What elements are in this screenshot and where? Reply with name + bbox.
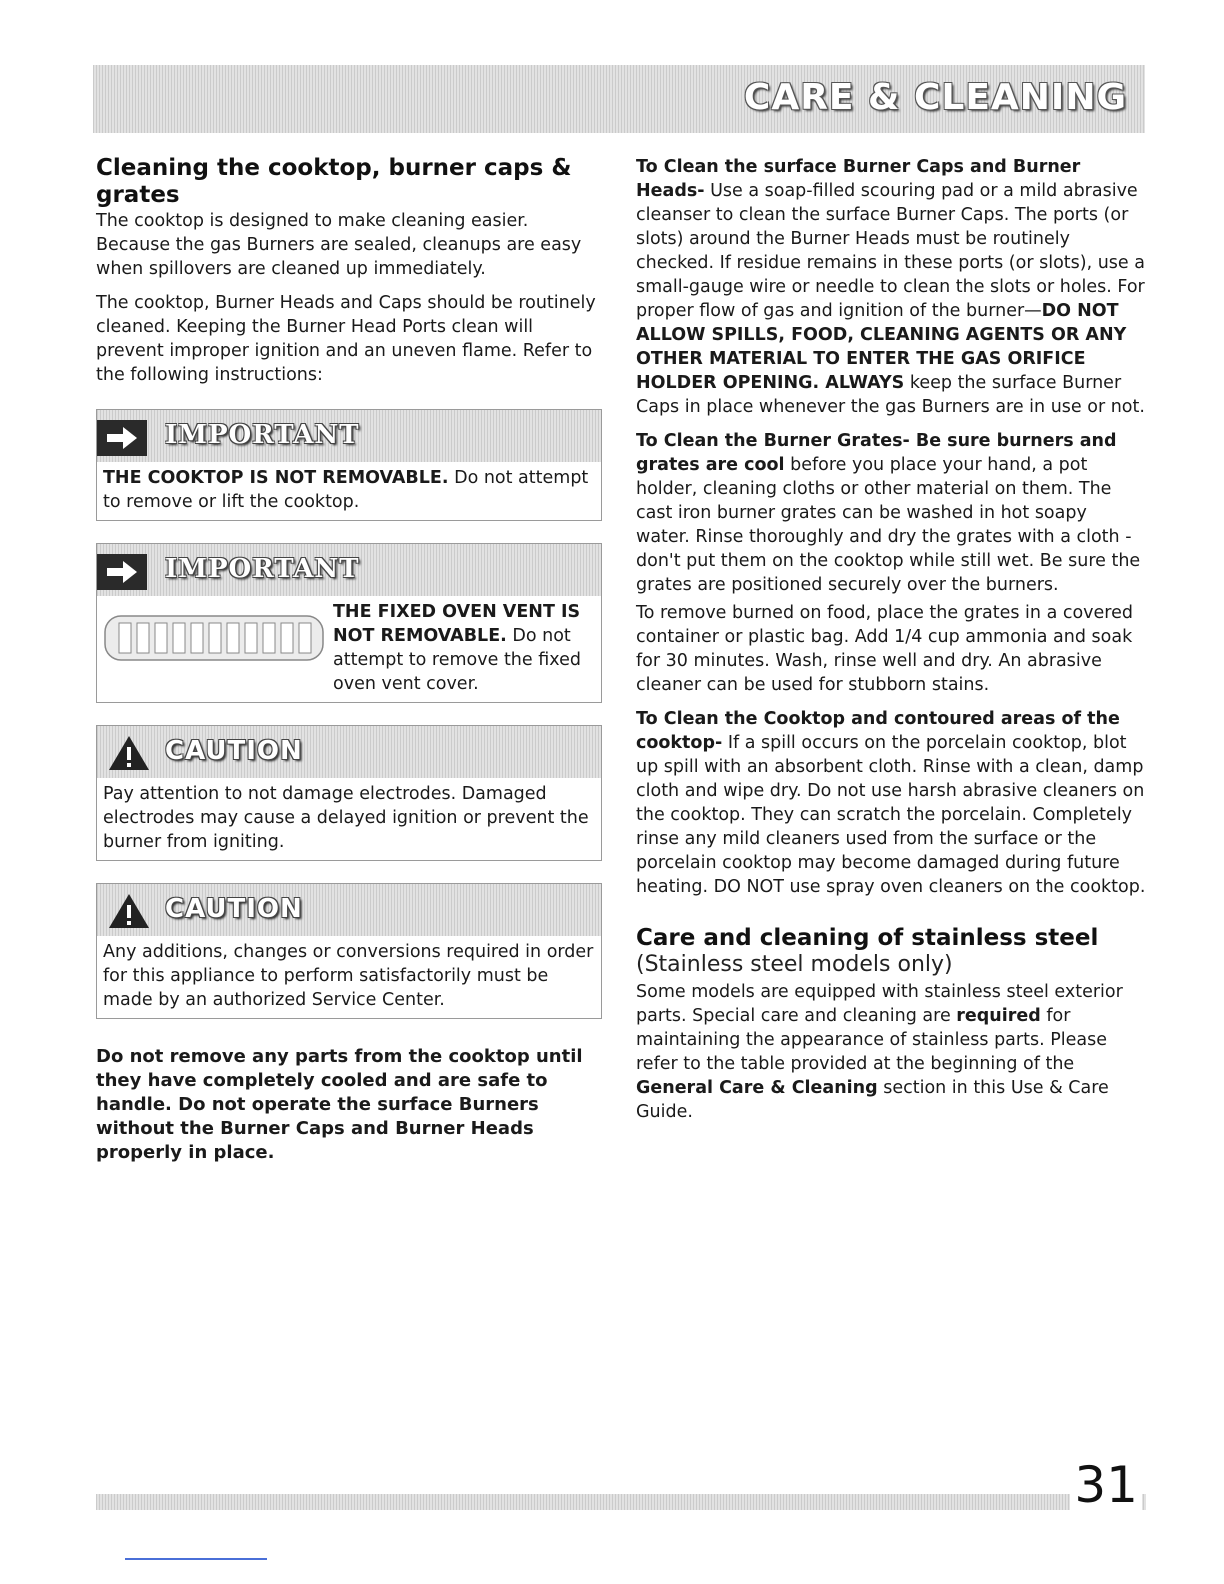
burner-caps-lead: To Clean the surface Burner Caps and Burner Heads- [636,157,1081,201]
routine-paragraph: The cooktop, Burner Heads and Caps should be routinely cleaned. Keeping the Burner Head Ports clean will prevent improper ignition and an uneven flame. Refer to the following instructions: [96,293,596,385]
cooktop-paragraph [636,707,1146,899]
burner-caps-text-end: keep the surface Burner Caps in place whenever the gas Burners are in use or not. [636,373,1145,417]
cooktop-heading: Cleaning the cooktop, burner caps & grates [96,155,572,208]
important-title: IMPORTANT [165,554,360,584]
intro-paragraph: The cooktop is designed to make cleaning easier. Because the gas Burners are sealed, cleanups are easy when spillovers are cleaned up immediately. [96,211,582,279]
important-title: IMPORTANT [165,420,360,450]
stainless-text: for maintaining the appearance of stainless parts. Please refer to the table provided at the beginning of the [636,1006,1107,1074]
important-notice-vent [96,543,602,703]
header-bar [93,65,1145,133]
stainless-text: section in this Use & Care Guide. [636,1078,1109,1122]
caution-title: CAUTION [165,736,303,766]
stainless-paragraph [636,980,1146,1124]
caution-text: Pay attention to not damage electrodes. Damaged electrodes may cause a delayed ignition or prevent the burner from igniting. [103,784,589,852]
caution-text: Any additions, changes or conversions required in order for this appliance to perform satisfactorily must be made by an authorized Service Center. [103,942,594,1010]
important-bold: THE FIXED OVEN VENT IS NOT REMOVABLE. [333,602,581,646]
important-notice-cooktop [96,409,602,521]
cooktop-text: If a spill occurs on the porcelain cooktop, blot up spill with an absorbent cloth. Rinse with a clean, damp cloth and wipe dry. Do not use harsh abrasive cleaners on the cooktop. They can scratch the porcelain. Completely rinse any mild cleaners used from the surface or the porcelain cooktop may become damaged during future heating. DO NOT use spray oven cleaners on the cooktop. [636,733,1146,897]
section-title: CARE & CLEANING [743,77,1127,118]
stainless-section-ref: General Care & Cleaning [636,1078,878,1098]
grates-lead: To Clean the Burner Grates- Be sure burners and grates are cool [636,431,1117,475]
caution-notice-service [96,883,602,1019]
important-bold: THE COOKTOP IS NOT REMOVABLE. [103,468,449,488]
right-column [636,155,1146,1124]
burned-food-paragraph: To remove burned on food, place the grates in a covered container or plastic bag. Add 1/4 cup ammonia and soak for 30 minutes. Wash, rinse well and dry. An abrasive cleaner can be used for stubborn stains. [636,603,1133,695]
stainless-text: Some models are equipped with stainless steel exterior parts. Special care and cleaning are [636,982,1123,1026]
left-column [96,155,602,1165]
arrow-icon [97,420,147,456]
oven-vent-illustration [97,596,327,686]
burner-caps-paragraph [636,155,1146,419]
caution-notice-electrodes [96,725,602,861]
bottom-rule [125,1558,267,1560]
grates-paragraph [636,429,1146,597]
warning-paragraph: Do not remove any parts from the cooktop until they have completely cooled and are safe to handle. Do not operate the surface Burners without the Burner Caps and Burner Heads properly in place. [96,1046,583,1163]
warning-icon [107,734,151,776]
caution-band [97,726,601,778]
stainless-heading: Care and cleaning of stainless steel [636,925,1099,951]
important-band [97,544,601,596]
warning-icon [107,892,151,934]
important-band [97,410,601,462]
burner-caps-warning: DO NOT ALLOW SPILLS, FOOD, CLEANING AGENTS OR ANY OTHER MATERIAL TO ENTER THE GAS ORIFICE HOLDER OPENING. ALWAYS [636,301,1127,393]
footer-bar [96,1494,1146,1510]
burner-caps-text: Use a soap-filled scouring pad or a mild abrasive cleanser to clean the surface Burner Caps. The ports (or slots) around the Burner Heads must be routinely checked. If residue remains in these ports (or slots), use a small-gauge wire or needle to clean the slots or holes. For proper flow of gas and ignition of the burner— [636,181,1145,321]
arrow-icon [97,554,147,590]
caution-band [97,884,601,936]
caution-title: CAUTION [165,894,303,924]
important-text: Do not attempt to remove the fixed oven vent cover. [333,626,581,694]
cooktop-lead: To Clean the Cooktop and contoured areas of the cooktop- [636,709,1120,753]
stainless-subheading: (Stainless steel models only) [636,952,953,977]
page-number: 31 [1070,1456,1142,1514]
important-text: Do not attempt to remove or lift the cooktop. [103,468,589,512]
stainless-required: required [956,1006,1041,1026]
grates-text: before you place your hand, a pot holder, cleaning cloths or other material on them. The cast iron burner grates can be washed in hot soapy water. Rinse thoroughly and dry the grates with a cloth - don't put them on the cooktop while still wet. Be sure the grates are positioned securely over the burners. [636,455,1141,595]
